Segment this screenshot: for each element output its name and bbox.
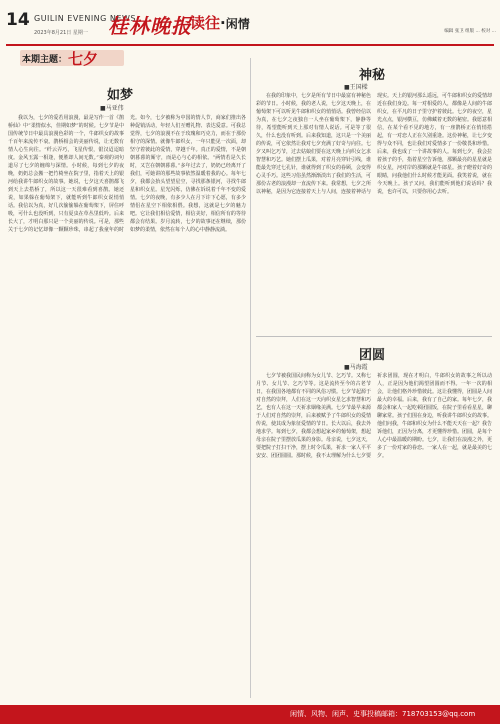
- theme-label: 本期主题：: [22, 55, 68, 65]
- article-body-shenzhi: 在我的印象中，七夕是所有节日中最富有神秘色彩的节日。小时候，我的老人说，七夕这天晚上，在葡萄架下可以听见牛郎和织女的悄悄话。我曾经信以为真，在七夕之夜独自一人坐在葡萄架下，静静等待，希望能听到天上那对有情人说话。可是等了很久，什么也没有听到。后来我知道，这只是一个美丽的传说，可它依然让我对七夕充满了好奇与向往。七夕又叫乞巧节，过去姑娘们要在这天晚上向织女乞求智慧和巧艺。她们摆上瓜果，对着月亮穿针引线，谁能最先穿过七孔针，谁就得到了织女的眷顾，会变得心灵手巧。这些习俗虽然渐渐淡出了我们的生活，可那份古老的浪漫却一直流传下来。我常想，七夕之所以神秘，是因为它连接着天上与人间，连接着神话与现实。天上的银河那么遥远，可牛郎和织女的爱情却近在我们身边。每一对相爱的人，都像是人间的牛郎织女，在平凡的日子里守护着彼此。七夕的夜空，星光点点，银河横亘，仿佛藏着无数的秘密。我愿意相信，在某个看不见的地方，有一座鹊桥正在悄悄搭起，有一对恋人正在久别重逢。这份神秘，让七夕变得与众不同，也让我们对爱情多了一份敬畏和珍惜。后来，我也成了一个讲故事的人。每到七夕，我会拉着孩子的手，指着星空告诉他，那颗最亮的星星就是织女星，河对岸的那颗就是牛郎星。孩子瞪着好奇的眼睛，问我他们什么时候才能见面。我笑着说，就在今天晚上。孩子又问，我们能听到他们说话吗？我说，也许可以，只要你用心去听。: [256, 93, 492, 195]
- article-title-tuanyuan: 团圆: [358, 348, 385, 363]
- article-author-shenzhi: ■王国樑: [344, 84, 368, 91]
- paper-name-english: GUILIN EVENING NEWS: [34, 14, 136, 23]
- footer-submission-email: 闲情、风物、闲声、史事投稿邮箱：718703153@qq.com: [290, 710, 476, 718]
- issue-date: 2023年8月21日 星期一: [34, 30, 88, 36]
- section-divider: [256, 336, 492, 337]
- article-author-tuanyuan: ■马海霞: [344, 364, 368, 371]
- article-body-rumeng: 我以为，七夕的爱若用浪漫，最是写作一首《鹊桥仙》中“柔情似水，佳期如梦”的时候。七夕节是中国传统节日中最具浪漫色彩的一个，牛郎织女的故事千百年来流传不衰。鹊桥相会的美丽传说，让无数有情人心生向往。“纤云弄巧，飞星传恨，银汉迢迢暗度。金风玉露一相逢，便胜却人间无数。”秦观的词句道尽了七夕的缠绵与深情。小时候，每到七夕的夜晚，奶奶总会搬一把竹椅坐在院子里，指着天上的银河给我讲牛郎织女的故事。她说，七夕这天喜鹊都飞到天上去搭桥了，所以这一天很难看到喜鹊。她还说，如果躲在葡萄架下，就能听到牛郎织女说悄悄话。我信以为真，好几次偷偷躲在葡萄架下，屏住呼吸，可什么也没听到，只有夏虫在草丛里低吟。后来长大了，才明白那只是一个美丽的传说。可是，那些关于七夕的记忆却像一颗颗珍珠，串起了我童年的时光。如今，七夕被称为中国的情人节，商家们推出各种促销活动，年轻人们互赠礼物、表达爱意。可我总觉得，七夕的浪漫不在于玫瑰和巧克力，而在于那份相守的深情。就像牛郎织女，一年只能见一次面，却坚守着彼此的爱情，穿越千年。真正的爱情，不是朝朝暮暮的厮守，而是心与心的相依。“两情若是久长时，又岂在朝朝暮暮。”多年过去了，奶奶已经离开了我们，可她讲的那些故事依然温暖着我的心。每年七夕，我都会抬头望望星空，寻找那条银河，寻找牛郎星和织女星。星光闪烁，仿佛在诉说着千年不变的爱情。七夕的夜晚，有多少人在月下许下心愿，有多少情侣在星空下相依相偎。我想，这就是七夕的魅力吧。它让我们相信爱情，相信美好，相信所有的等待都会有结果。岁月流转，七夕的故事还在继续，那份如梦的柔情，依然在每个人的心中静静流淌。: [8, 115, 246, 233]
- article-body-tuanyuan: 七夕节被我国民间称为女儿节、乞巧节。又称七月节、女儿节、乞巧节等。这是流传至今的古老节日，在我国各地都有不同的风俗习惯。七夕节起源于对自然的崇拜，人们在这一天向织女星乞求智慧和巧艺，也有人在这一天祈求姻缘美满。七夕节最早来源于人们对自然的崇拜，后来被赋予了牛郎织女的爱情传说，使其成为象征爱情的节日。长大以后，我去外地求学。每到七夕，我都会想起家乡的葡萄架，想起母亲在院子里摆放瓜果的身影。母亲说，七夕这天，要把院子打扫干净，摆上时令瓜果，祈求一家人平平安安、团团圆圆。那时候，我不太理解为什么七夕要祈求团圆，现在才明白，牛郎织女的故事之所以动人，正是因为他们渴望团圆而不得。一年一次的相会，让他们格外珍惜彼此。这让我懂得，团圆是人间最大的幸福。后来，我有了自己的家。每年七夕，我都会和家人一起吃顿团圆饭，在院子里看看星星，聊聊家常。孩子们围在身边，听我讲牛郎织女的故事。他们问我，牛郎和织女为什么不能天天在一起？我告诉他们，正因为分离，才更懂得珍惜。团圆，是每个人心中最温暖的期盼。七夕，让我们在浪漫之外，更多了一份对家的眷恋。一家人在一起，就是最美的七夕。: [256, 373, 492, 459]
- paper-logo: 桂林晚报: [108, 14, 192, 38]
- article-author-rumeng: ■马亚伟: [100, 105, 124, 112]
- section-title: [190, 12, 250, 33]
- editor-credits: 编辑 张卫 组版 ... 校对 ...: [444, 29, 496, 34]
- section-title-dot: ·: [220, 14, 226, 32]
- page-header: [0, 0, 500, 46]
- theme-title: 七夕: [68, 50, 99, 68]
- column-divider: [250, 58, 251, 698]
- article-title-rumeng: 如梦: [106, 88, 133, 103]
- header-divider: [6, 44, 494, 46]
- article-title-shenzhi: 神秘: [358, 68, 385, 83]
- section-title-char-2: 往: [205, 14, 221, 32]
- section-title-sub: 闲情: [225, 17, 250, 31]
- section-title-char-1: 读: [190, 14, 206, 32]
- page-number: 14: [6, 10, 30, 30]
